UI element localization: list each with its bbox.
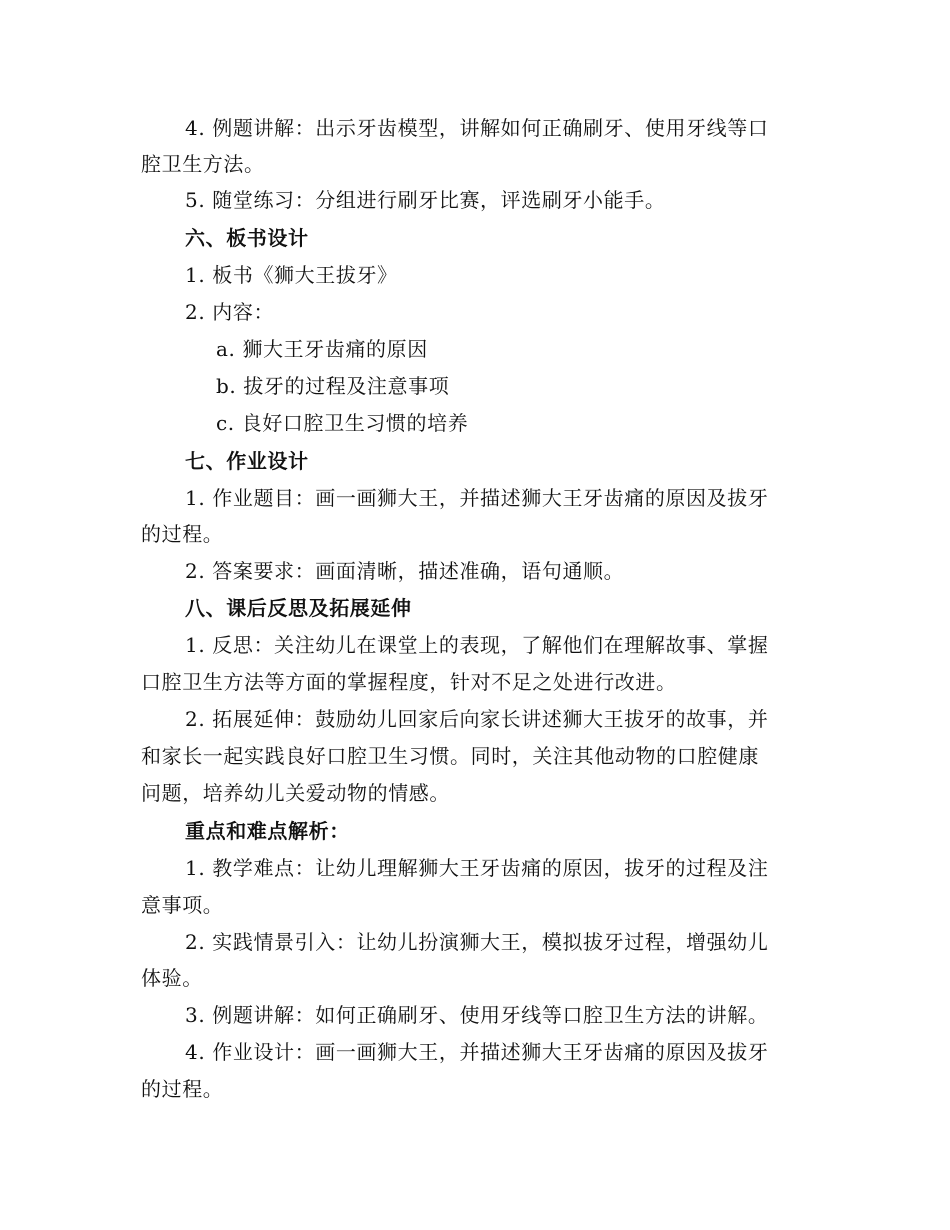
- paragraph-line: 和家长一起实践良好口腔卫生习惯。同时，关注其他动物的口腔健康: [141, 744, 759, 768]
- section-heading: 七、作业设计: [185, 449, 309, 473]
- paragraph-line: 意事项。: [141, 893, 224, 917]
- section-heading: 重点和难点解析：: [185, 819, 350, 843]
- paragraph-line: 4. 作业设计：画一画狮大王，并描述狮大王牙齿痛的原因及拔牙: [185, 1040, 769, 1064]
- paragraph-line: 3. 例题讲解：如何正确刷牙、使用牙线等口腔卫生方法的讲解。: [185, 1003, 769, 1027]
- paragraph-line: 1. 反思：关注幼儿在课堂上的表现，了解他们在理解故事、掌握: [185, 633, 769, 657]
- paragraph-line: 2. 答案要求：画面清晰，描述准确，语句通顺。: [185, 559, 625, 583]
- sub-list-item: b. 拔牙的过程及注意事项: [216, 374, 450, 398]
- paragraph-line: 1. 板书《狮大王拔牙》: [185, 263, 398, 287]
- paragraph-line: 2. 拓展延伸：鼓励幼儿回家后向家长讲述狮大王拔牙的故事，并: [185, 707, 769, 731]
- sub-list-item: a. 狮大王牙齿痛的原因: [216, 337, 428, 361]
- paragraph-line: 1. 作业题目：画一画狮大王，并描述狮大王牙齿痛的原因及拔牙: [185, 486, 769, 510]
- section-heading: 八、课后反思及拓展延伸: [185, 596, 412, 620]
- paragraph-line: 体验。: [141, 966, 203, 990]
- paragraph-line: 2. 实践情景引入：让幼儿扮演狮大王，模拟拔牙过程，增强幼儿: [185, 930, 769, 954]
- paragraph-line: 1. 教学难点：让幼儿理解狮大王牙齿痛的原因，拔牙的过程及注: [185, 856, 769, 880]
- paragraph-line: 2. 内容：: [185, 300, 275, 324]
- sub-list-item: c. 良好口腔卫生习惯的培养: [216, 411, 469, 435]
- paragraph-line: 口腔卫生方法等方面的掌握程度，针对不足之处进行改进。: [141, 670, 677, 694]
- paragraph-line: 腔卫生方法。: [141, 152, 265, 176]
- paragraph-line: 5. 随堂练习：分组进行刷牙比赛，评选刷牙小能手。: [185, 188, 666, 212]
- paragraph-line: 的过程。: [141, 1077, 224, 1101]
- paragraph-line: 问题，培养幼儿关爱动物的情感。: [141, 781, 450, 805]
- paragraph-line: 的过程。: [141, 522, 224, 546]
- section-heading: 六、板书设计: [185, 226, 309, 250]
- paragraph-line: 4. 例题讲解：出示牙齿模型，讲解如何正确刷牙、使用牙线等口: [185, 116, 769, 140]
